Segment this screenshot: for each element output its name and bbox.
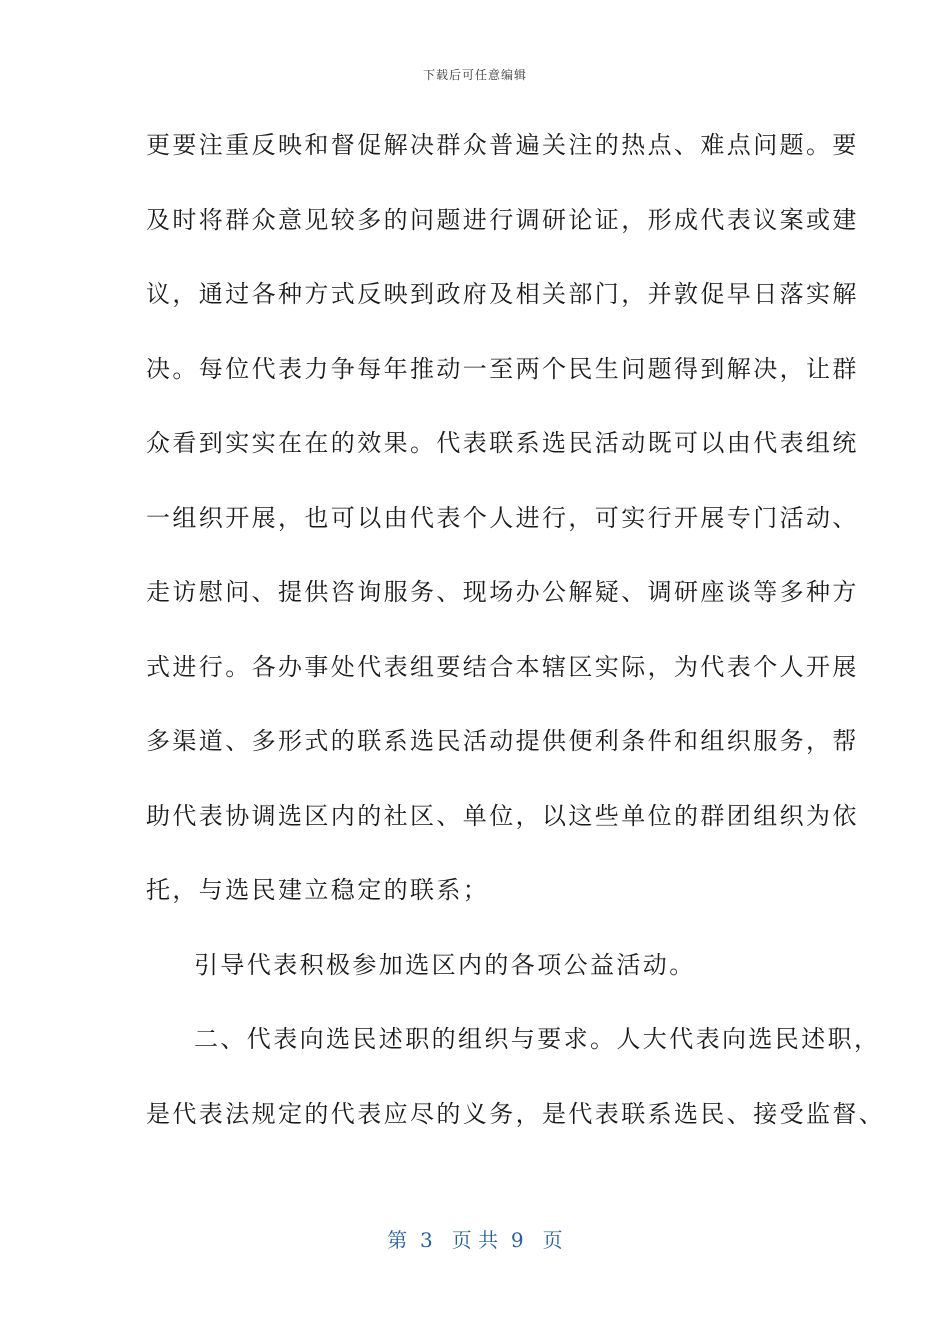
body-line: 众看到实实在在的效果。代表联系选民活动既可以由代表组统 [146, 429, 859, 457]
body-line: 及时将群众意见较多的问题进行调研论证，形成代表议案或建 [146, 205, 859, 234]
body-line: 决。每位代表力争每年推动一至两个民生问题得到解决，让群 [146, 354, 859, 383]
page-number-footer: 第 3 页 共 9 页 [387, 1228, 563, 1252]
page-header: 下载后可任意编辑 [422, 68, 527, 82]
body-line: 引导代表积极参加选区内的各项公益活动。 [194, 950, 696, 979]
body-line: 助代表协调选区内的社区、单位，以这些单位的群团组织为依 [146, 801, 859, 830]
body-line: 二、代表向选民述职的组织与要求。人大代表向选民述职， [194, 1025, 881, 1053]
body-line: 更要注重反映和督促解决群众普遍关注的热点、难点问题。要 [146, 131, 859, 159]
body-line: 走访慰问、提供咨询服务、现场办公解疑、调研座谈等多种方 [146, 578, 859, 606]
body-line: 是代表法规定的代表应尽的义务，是代表联系选民、接受监督、 [146, 1099, 886, 1128]
body-line: 议，通过各种方式反映到政府及相关部门，并敦促早日落实解 [146, 280, 859, 308]
document-body [146, 118, 886, 1161]
body-line: 托，与选民建立稳定的联系； [146, 876, 490, 904]
body-line: 多渠道、多形式的联系选民活动提供便利条件和组织服务，帮 [146, 727, 859, 755]
body-line: 式进行。各办事处代表组要结合本辖区实际，为代表个人开展 [146, 652, 859, 681]
body-line: 一组织开展，也可以由代表个人进行，可实行开展专门活动、 [146, 503, 859, 532]
